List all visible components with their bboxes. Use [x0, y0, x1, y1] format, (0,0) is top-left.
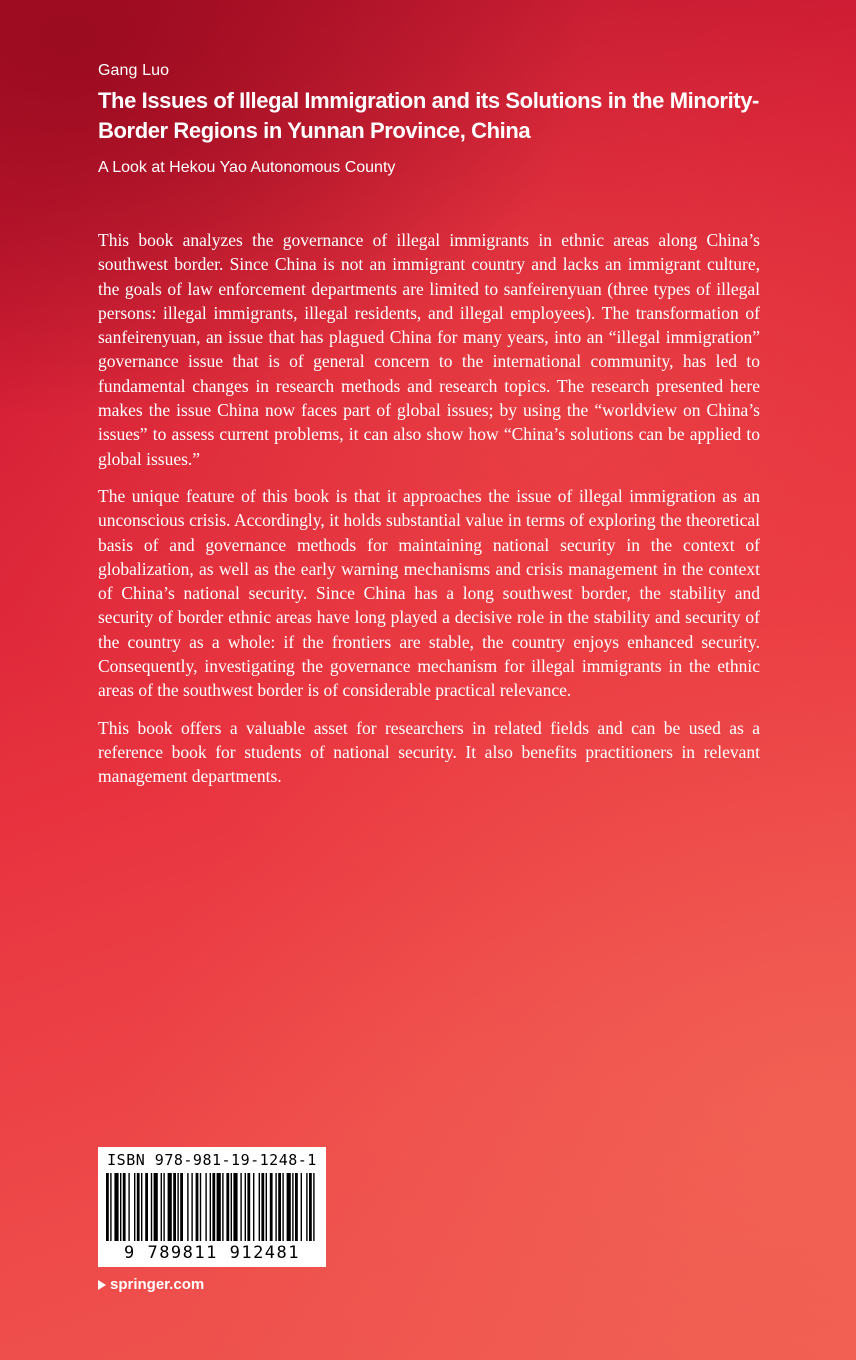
barcode-bar: [137, 1173, 140, 1241]
barcode-bar: [245, 1173, 246, 1241]
barcode-bar: [282, 1173, 283, 1241]
barcode-bar: [114, 1173, 118, 1241]
barcode-bar: [141, 1173, 142, 1241]
barcode-digits: 9 789811 912481: [123, 1243, 301, 1263]
barcode-bar: [261, 1173, 264, 1241]
barcode-bar: [313, 1173, 314, 1241]
barcode-bar: [212, 1173, 215, 1241]
barcode-bar: [110, 1173, 111, 1241]
barcode-bar: [180, 1173, 183, 1241]
barcode-bar: [247, 1173, 250, 1241]
barcode-bar: [233, 1173, 237, 1241]
barcode-bar: [270, 1173, 273, 1241]
blurb-paragraph: This book analyzes the governance of illegal immigrants in ethnic areas along China’s southwest border. Since China is not an immigrant country and lacks an immigrant culture, the goals of law enforcement departments are limited to sanfeirenyuan (three types of illegal persons: illegal immigrants, illegal residents, and illegal employees). The transformation of sanfeirenyuan, an issue that has plagued China for many years, into an “illegal immigration” governance issue that is of general concern to the international community, has led to fundamental changes in research methods and research topics. The research presented here makes the issue China now faces part of global issues; by using the “worldview on China’s issues” to assess current problems, it can also show how “China’s solutions can be applied to global issues.”: [98, 230, 760, 469]
barcode-bar: [106, 1173, 109, 1241]
barcode-bar: [173, 1173, 176, 1241]
barcode-bar: [278, 1173, 281, 1241]
barcode-bar: [187, 1173, 188, 1241]
blurb: [98, 228, 760, 802]
barcode-bar: [177, 1173, 178, 1241]
book-title: [98, 86, 788, 146]
barcode-bar: [163, 1173, 164, 1241]
barcode-bar: [154, 1173, 158, 1241]
barcode-bar: [196, 1173, 199, 1241]
isbn-label: ISBN 978-981-19-1248-1: [107, 1151, 317, 1169]
barcode-bar: [240, 1173, 241, 1241]
barcode-bar: [161, 1173, 162, 1241]
publisher-link[interactable]: [98, 1276, 204, 1293]
barcode-bar: [210, 1173, 211, 1241]
barcode-bar: [123, 1173, 126, 1241]
barcode-bar: [301, 1173, 302, 1241]
barcode-bar: [168, 1173, 172, 1241]
barcode-bar: [217, 1173, 221, 1241]
barcode-bar: [134, 1173, 135, 1241]
barcode-bar: [275, 1173, 276, 1241]
book-subtitle: A Look at Hekou Yao Autonomous County: [98, 159, 396, 176]
barcode-bar: [266, 1173, 267, 1241]
author-name: Gang Luo: [98, 62, 170, 79]
barcode-bars: [104, 1173, 320, 1243]
barcode-bar: [128, 1173, 129, 1241]
isbn-barcode: [98, 1147, 326, 1267]
barcode-bar: [253, 1173, 254, 1241]
publisher-url: springer.com: [110, 1276, 205, 1293]
barcode-bar: [191, 1173, 192, 1241]
barcode-bar: [287, 1173, 291, 1241]
blurb-paragraph: This book offers a valuable asset for researchers in related fields and can be used as a reference book for students of national security. It also benefits practitioners in relevant management departments.: [98, 717, 760, 787]
barcode-bar: [222, 1173, 223, 1241]
barcode-bar: [200, 1173, 201, 1241]
triangle-right-icon: [98, 1280, 106, 1290]
barcode-bar: [295, 1173, 298, 1241]
barcode-bar: [231, 1173, 232, 1241]
barcode-bar: [226, 1173, 229, 1241]
blurb-paragraph: The unique feature of this book is that it approaches the issue of illegal immigration as an unconscious crisis. Accordingly, it holds substantial value in terms of exploring the theoretical basis of and governance methods for maintaining national security in the context of globalization, as well as the early warning mechanisms and crisis management in the context of China’s national security. Since China has a long southwest border, the stability and security of border ethnic areas have long played a decisive role in the stability and security of the country as a whole: if the frontiers are stable, the country enjoys enhanced security. Consequently, investigating the governance mechanism for illegal immigrants in the ethnic areas of the southwest border is of considerable practical relevance.: [98, 485, 760, 701]
barcode-bar: [145, 1173, 148, 1241]
barcode-bar: [259, 1173, 260, 1241]
barcode-bar: [292, 1173, 293, 1241]
barcode-bar: [120, 1173, 121, 1241]
barcode-bar: [309, 1173, 312, 1241]
barcode-bar: [205, 1173, 206, 1241]
book-title-line: The Issues of Illegal Immigration and its Solutions in the Minority-: [98, 88, 759, 113]
barcode-bar: [151, 1173, 152, 1241]
book-title-line: Border Regions in Yunnan Province, China: [98, 118, 531, 143]
barcode-bar: [306, 1173, 307, 1241]
